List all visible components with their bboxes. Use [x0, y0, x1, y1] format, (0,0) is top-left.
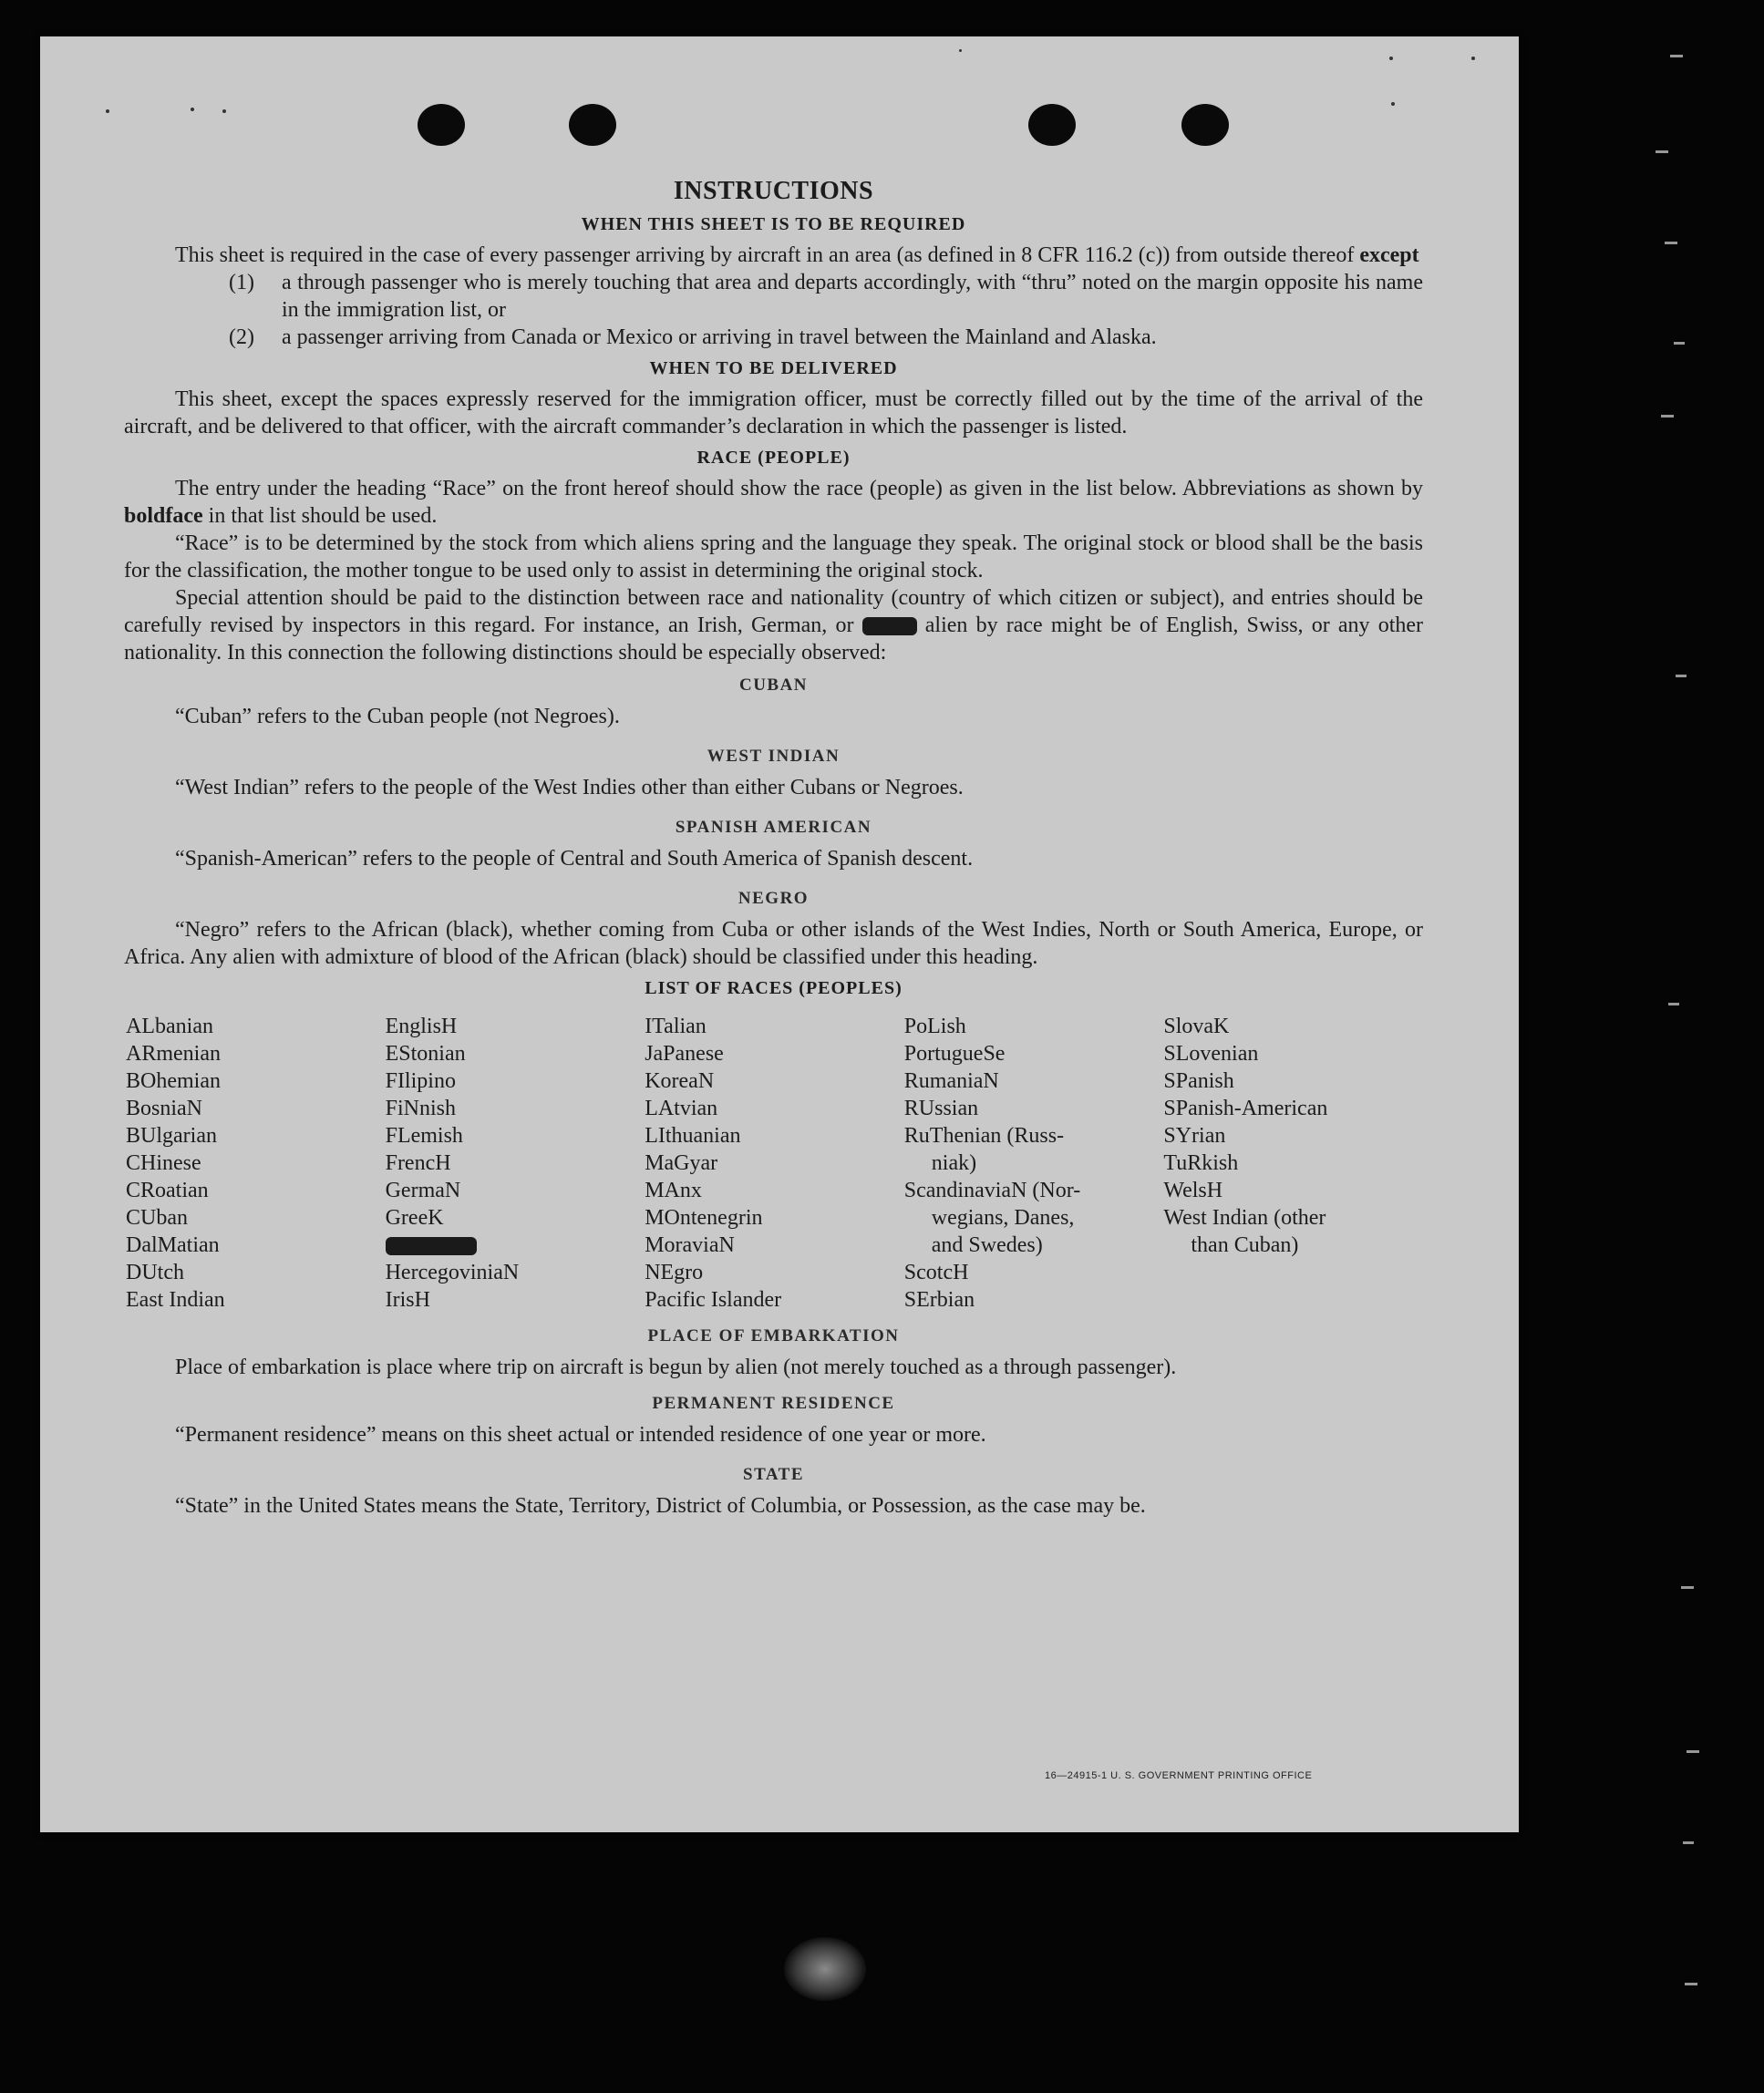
race-entry: HercegoviniaN [385, 1261, 520, 1284]
paragraph: “Cuban” refers to the Cuban people (not Negroes). [175, 705, 620, 728]
race-entry: LAtvian [645, 1097, 718, 1120]
race-entry: JaPanese [645, 1042, 724, 1066]
race-entry: SlovaK [1163, 1015, 1230, 1038]
film-mark [1670, 55, 1683, 57]
race-entry: KoreaN [645, 1069, 715, 1093]
paragraph: This sheet, except the spaces expressly reserved for the immigration officer, must be correctly filled out by the time of the arrival of the aircraft, and be delivered to that officer, with the aircraft commander’s declaration in which the passenger is listed. [124, 387, 1423, 438]
film-mark [1674, 342, 1685, 345]
film-mark [1687, 1750, 1699, 1753]
race-entry: TuRkish [1163, 1151, 1239, 1175]
race-list [126, 1013, 1423, 1314]
race-entry: ScotcH [903, 1261, 969, 1284]
punch-hole [1028, 104, 1076, 146]
page-title: INSTRUCTIONS [673, 177, 874, 205]
speck [1389, 57, 1393, 60]
race-entry: SPanish [1163, 1069, 1234, 1093]
race-entry: MOntenegrin [645, 1206, 763, 1230]
race-entry: East Indian [126, 1288, 225, 1312]
film-mark [1676, 675, 1687, 677]
race-entry: ALbanian [126, 1015, 213, 1038]
section-heading: NEGRO [738, 889, 810, 908]
race-column [386, 1013, 645, 1314]
film-mark [1685, 1983, 1697, 1985]
paragraph: “State” in the United States means the State, Territory, District of Columbia, or Possession, as the case may be. [175, 1494, 1146, 1518]
paragraph: “Race” is to be determined by the stock from which aliens spring and the language they speak. The original stock or blood shall be the basis for the classification, the mother tongue to be used only to assist in determining the original stock. [124, 531, 1423, 583]
race-entry: SErbian [903, 1288, 975, 1312]
race-entry: FrencH [385, 1151, 451, 1175]
redaction-mark [862, 617, 917, 635]
race-entry-continued: than Cuban) [1191, 1233, 1299, 1257]
race-entry-continued: niak) [931, 1151, 977, 1175]
section-heading: LIST OF RACES (PEOPLES) [645, 978, 903, 998]
paragraph: “Permanent residence” means on this sheet actual or intended residence of one year or more. [175, 1423, 986, 1447]
race-entry: LIthuanian [645, 1124, 741, 1148]
race-entry: FiNnish [385, 1097, 456, 1120]
race-entry: MAnx [645, 1179, 702, 1202]
paragraph: “Spanish-American” refers to the people of Central and South America of Spanish descent. [175, 847, 974, 871]
print-code: 16—24915-1 U. S. GOVERNMENT PRINTING OFFICE [1045, 1770, 1313, 1781]
section-heading: PERMANENT RESIDENCE [652, 1394, 895, 1413]
list-item: (1) a through passenger who is merely touching that area and departs accordingly, with “thru” noted on the margin opposite his name in the immigration list, or [229, 271, 1423, 322]
race-entry: SPanish-American [1163, 1097, 1328, 1120]
race-column [645, 1013, 904, 1314]
race-column [904, 1013, 1164, 1314]
race-entry: CUban [126, 1206, 188, 1230]
race-entry: CHinese [126, 1151, 201, 1175]
section-heading: STATE [743, 1465, 804, 1484]
race-entry: ARmenian [126, 1042, 221, 1066]
film-mark [1683, 1841, 1694, 1844]
film-mark [1661, 415, 1674, 418]
section-heading: SPANISH AMERICAN [675, 818, 872, 837]
race-entry-continued: and Swedes) [931, 1233, 1043, 1257]
race-entry: Pacific Islander [645, 1288, 782, 1312]
race-entry: DalMatian [126, 1233, 220, 1257]
speck [106, 109, 109, 113]
race-entry: EStonian [385, 1042, 466, 1066]
redaction-mark [386, 1237, 477, 1255]
section-heading: WHEN TO BE DELIVERED [649, 358, 898, 378]
race-entry: IrisH [385, 1288, 430, 1312]
section-heading: PLACE OF EMBARKATION [647, 1326, 900, 1346]
race-entry: GermaN [385, 1179, 461, 1202]
race-entry: RumaniaN [903, 1069, 999, 1093]
race-entry: FIlipino [385, 1069, 456, 1093]
film-mark [1665, 242, 1677, 244]
race-entry: CRoatian [126, 1179, 209, 1202]
speck [222, 109, 226, 113]
race-entry: PoLish [903, 1015, 966, 1038]
section-heading: CUBAN [738, 675, 809, 695]
film-artifact [784, 1937, 866, 2001]
punch-hole [1181, 104, 1229, 146]
paragraph: Special attention should be paid to the distinction between race and nationality (country of which citizen or subject), and entries should be carefully revised by inspectors in this regard. For instance, an Irish, German, or alien by race might be of English, Swiss, or any other nationality. In this connection the following distinctions should be especially observed: [124, 586, 1424, 665]
race-entry: BUlgarian [126, 1124, 217, 1148]
instructions-content [124, 178, 1423, 1520]
race-entry: NEgro [645, 1261, 704, 1284]
punch-hole [569, 104, 616, 146]
race-entry: RUssian [903, 1097, 979, 1120]
paragraph: “Negro” refers to the African (black), whether coming from Cuba or other islands of the West Indies, North or South America, Europe, or Africa. Any alien with admixture of blood of the African (black) should be classified under this heading. [124, 918, 1423, 969]
race-entry: FLemish [385, 1124, 463, 1148]
race-entry: SYrian [1163, 1124, 1226, 1148]
paragraph: “West Indian” refers to the people of the West Indies other than either Cubans or Negroes. [175, 776, 964, 799]
section-heading: WEST INDIAN [707, 747, 841, 766]
speck [1391, 102, 1395, 106]
race-entry: MaGyar [645, 1151, 718, 1175]
speck [191, 108, 194, 111]
race-entry: ITalian [645, 1015, 707, 1038]
race-entry: PortugueSe [903, 1042, 1006, 1066]
race-entry: SLovenian [1163, 1042, 1259, 1066]
race-entry: WelsH [1163, 1179, 1223, 1202]
film-mark [1656, 150, 1668, 153]
paragraph: This sheet is required in the case of every passenger arriving by aircraft in an area (as defined in 8 CFR 116.2 (c)) from outside thereof except [175, 243, 1419, 267]
race-entry: MoraviaN [645, 1233, 735, 1257]
paragraph: The entry under the heading “Race” on the front hereof should show the race (people) as given in the list below. Abbreviations as shown by boldface in that list should be used. [124, 477, 1423, 528]
speck [959, 49, 962, 52]
race-entry: EnglisH [385, 1015, 458, 1038]
paragraph: Place of embarkation is place where trip on aircraft is begun by alien (not merely touched as a through passenger). [175, 1356, 1177, 1379]
race-entry: RuThenian (Russ- [903, 1124, 1065, 1148]
race-entry: BOhemian [126, 1069, 221, 1093]
film-mark [1681, 1586, 1694, 1589]
section-heading: WHEN THIS SHEET IS TO BE REQUIRED [581, 214, 966, 234]
section-heading: RACE (PEOPLE) [696, 448, 851, 468]
race-entry: ScandinaviaN (Nor- [903, 1179, 1081, 1202]
race-entry-continued: wegians, Danes, [931, 1206, 1075, 1230]
race-entry: GreeK [385, 1206, 444, 1230]
race-entry: BosniaN [126, 1097, 202, 1120]
race-entry-redacted [386, 1232, 645, 1259]
punch-hole [418, 104, 465, 146]
race-column [1163, 1013, 1423, 1314]
document-sheet [40, 36, 1519, 1832]
race-entry: West Indian (other [1163, 1206, 1326, 1230]
race-entry: DUtch [126, 1261, 184, 1284]
list-item: (2) a passenger arriving from Canada or Mexico or arriving in travel between the Mainland and Alaska. [229, 325, 1157, 349]
film-mark [1668, 1003, 1679, 1005]
race-column [126, 1013, 386, 1314]
speck [1471, 57, 1475, 60]
